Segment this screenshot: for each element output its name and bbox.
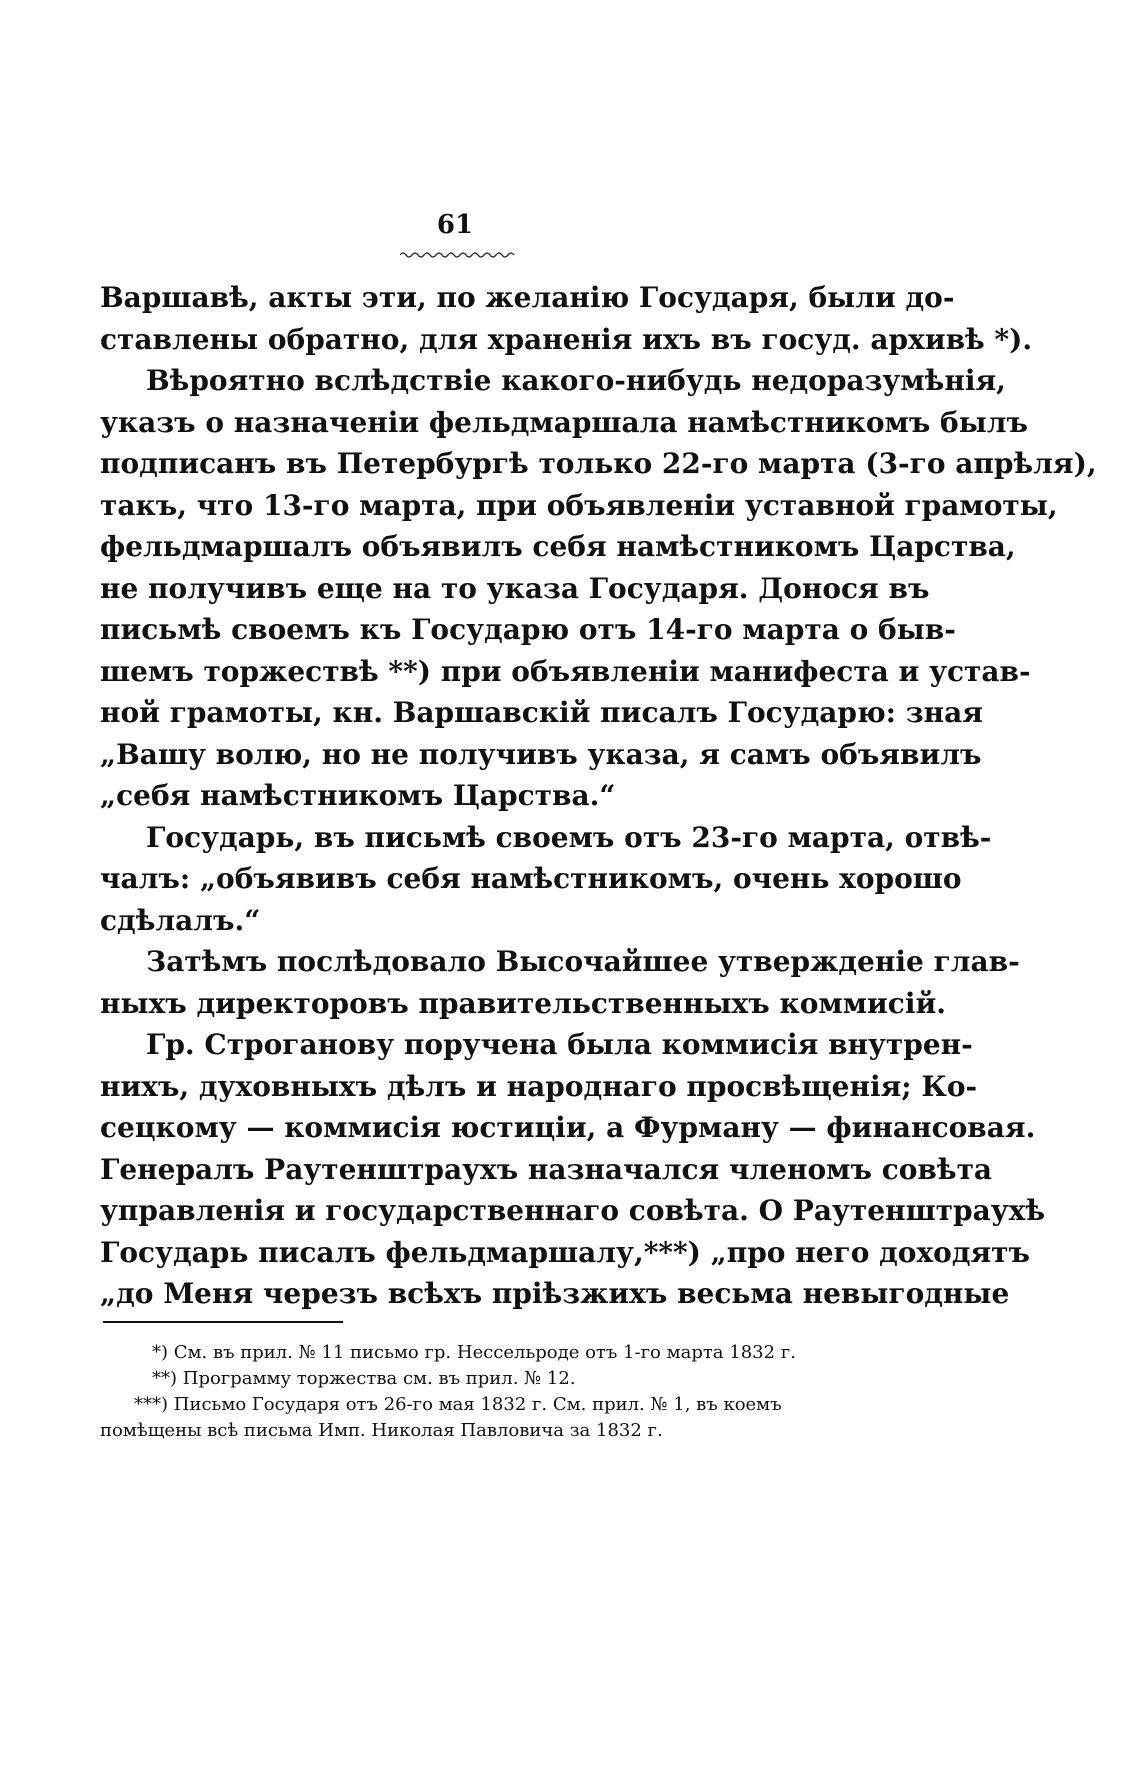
footnote-3: ***) Письмо Государя отъ 26-го мая 1832 г. См. прил. № 1, въ коемъ (134, 1394, 782, 1415)
footnote-3-continuation: помѣщены всѣ письма Имп. Николая Павловича за 1832 г. (100, 1420, 663, 1441)
text-line: управленія и государственнаго совѣта. О Раутенштраухѣ (100, 1194, 1046, 1227)
footnotes (100, 1340, 825, 1444)
text-line: письмѣ своемъ къ Государю отъ 14-го марта о быв- (100, 613, 956, 646)
text-line: фельдмаршалъ объявилъ себя намѣстникомъ Царства, (100, 530, 1016, 563)
footnote-2: **) Программу торжества см. въ прил. № 12. (152, 1368, 576, 1389)
text-line: сецкому — коммисія юстиціи, а Фурману — финансовая. (100, 1111, 1036, 1144)
text-line: Затѣмъ послѣдовало Высочайшее утвержденіе глав- (146, 945, 1020, 978)
page-number-ornament (400, 250, 516, 258)
text-line: Государь писалъ фельдмаршалу,***) „про него доходятъ (100, 1235, 1031, 1269)
text-line: не получивъ еще на то указа Государя. Донося въ (100, 571, 930, 605)
text-line: Генералъ Раутенштраухъ назначался членомъ совѣта (100, 1152, 993, 1186)
page-number: 61 (436, 210, 474, 240)
text-line: такъ, что 13-го марта, при объявленіи уставной грамоты, (100, 488, 1058, 522)
text-line: Варшавѣ, акты эти, по желанію Государя, были до- (100, 281, 955, 314)
text-line: ставлены обратно, для храненія ихъ въ госуд. архивѣ *). (100, 322, 1033, 356)
text-line: чалъ: „объявивъ себя намѣстникомъ, очень хорошо (100, 862, 962, 895)
text-line: подписанъ въ Петербургѣ только 22-го марта (3-го апрѣля), (100, 447, 1097, 480)
text-line: шемъ торжествѣ **) при объявленіи манифеста и устав- (100, 654, 1031, 688)
paragraph (100, 941, 1020, 1024)
text-line: „до Меня черезъ всѣхъ пріѣзжихъ весьма невыгодные (100, 1277, 1010, 1310)
text-line: „себя намѣстникомъ Царства.“ (100, 779, 616, 812)
paragraph (100, 277, 1033, 360)
body-text (100, 277, 1097, 1315)
text-line: указъ о назначеніи фельдмаршала намѣстникомъ былъ (100, 405, 1029, 439)
text-line: сдѣлалъ.“ (100, 903, 261, 937)
text-line: ныхъ директоровъ правительственныхъ коммисій. (100, 986, 946, 1020)
footnote-separator (103, 1321, 343, 1323)
footnote-1: *) См. въ прил. № 11 письмо гр. Нессельроде отъ 1-го марта 1832 г. (152, 1342, 796, 1363)
paragraph (100, 817, 992, 942)
text-line: ной грамоты, кн. Варшавскій писалъ Государю: зная (100, 696, 983, 729)
text-line: нихъ, духовныхъ дѣлъ и народнаго просвѣщенія; Ко- (100, 1069, 978, 1103)
text-line: Гр. Строганову поручена была коммисія внутрен- (146, 1028, 973, 1061)
text-line: „Вашу волю, но не получивъ указа, я самъ объявилъ (100, 737, 982, 771)
text-line: Государь, въ письмѣ своемъ отъ 23-го марта, отвѣ- (146, 820, 992, 854)
paragraph (100, 360, 1097, 817)
text-line: Вѣроятно вслѣдствіе какого-нибудь недоразумѣнія, (146, 364, 1006, 397)
paragraph (100, 1024, 1046, 1315)
